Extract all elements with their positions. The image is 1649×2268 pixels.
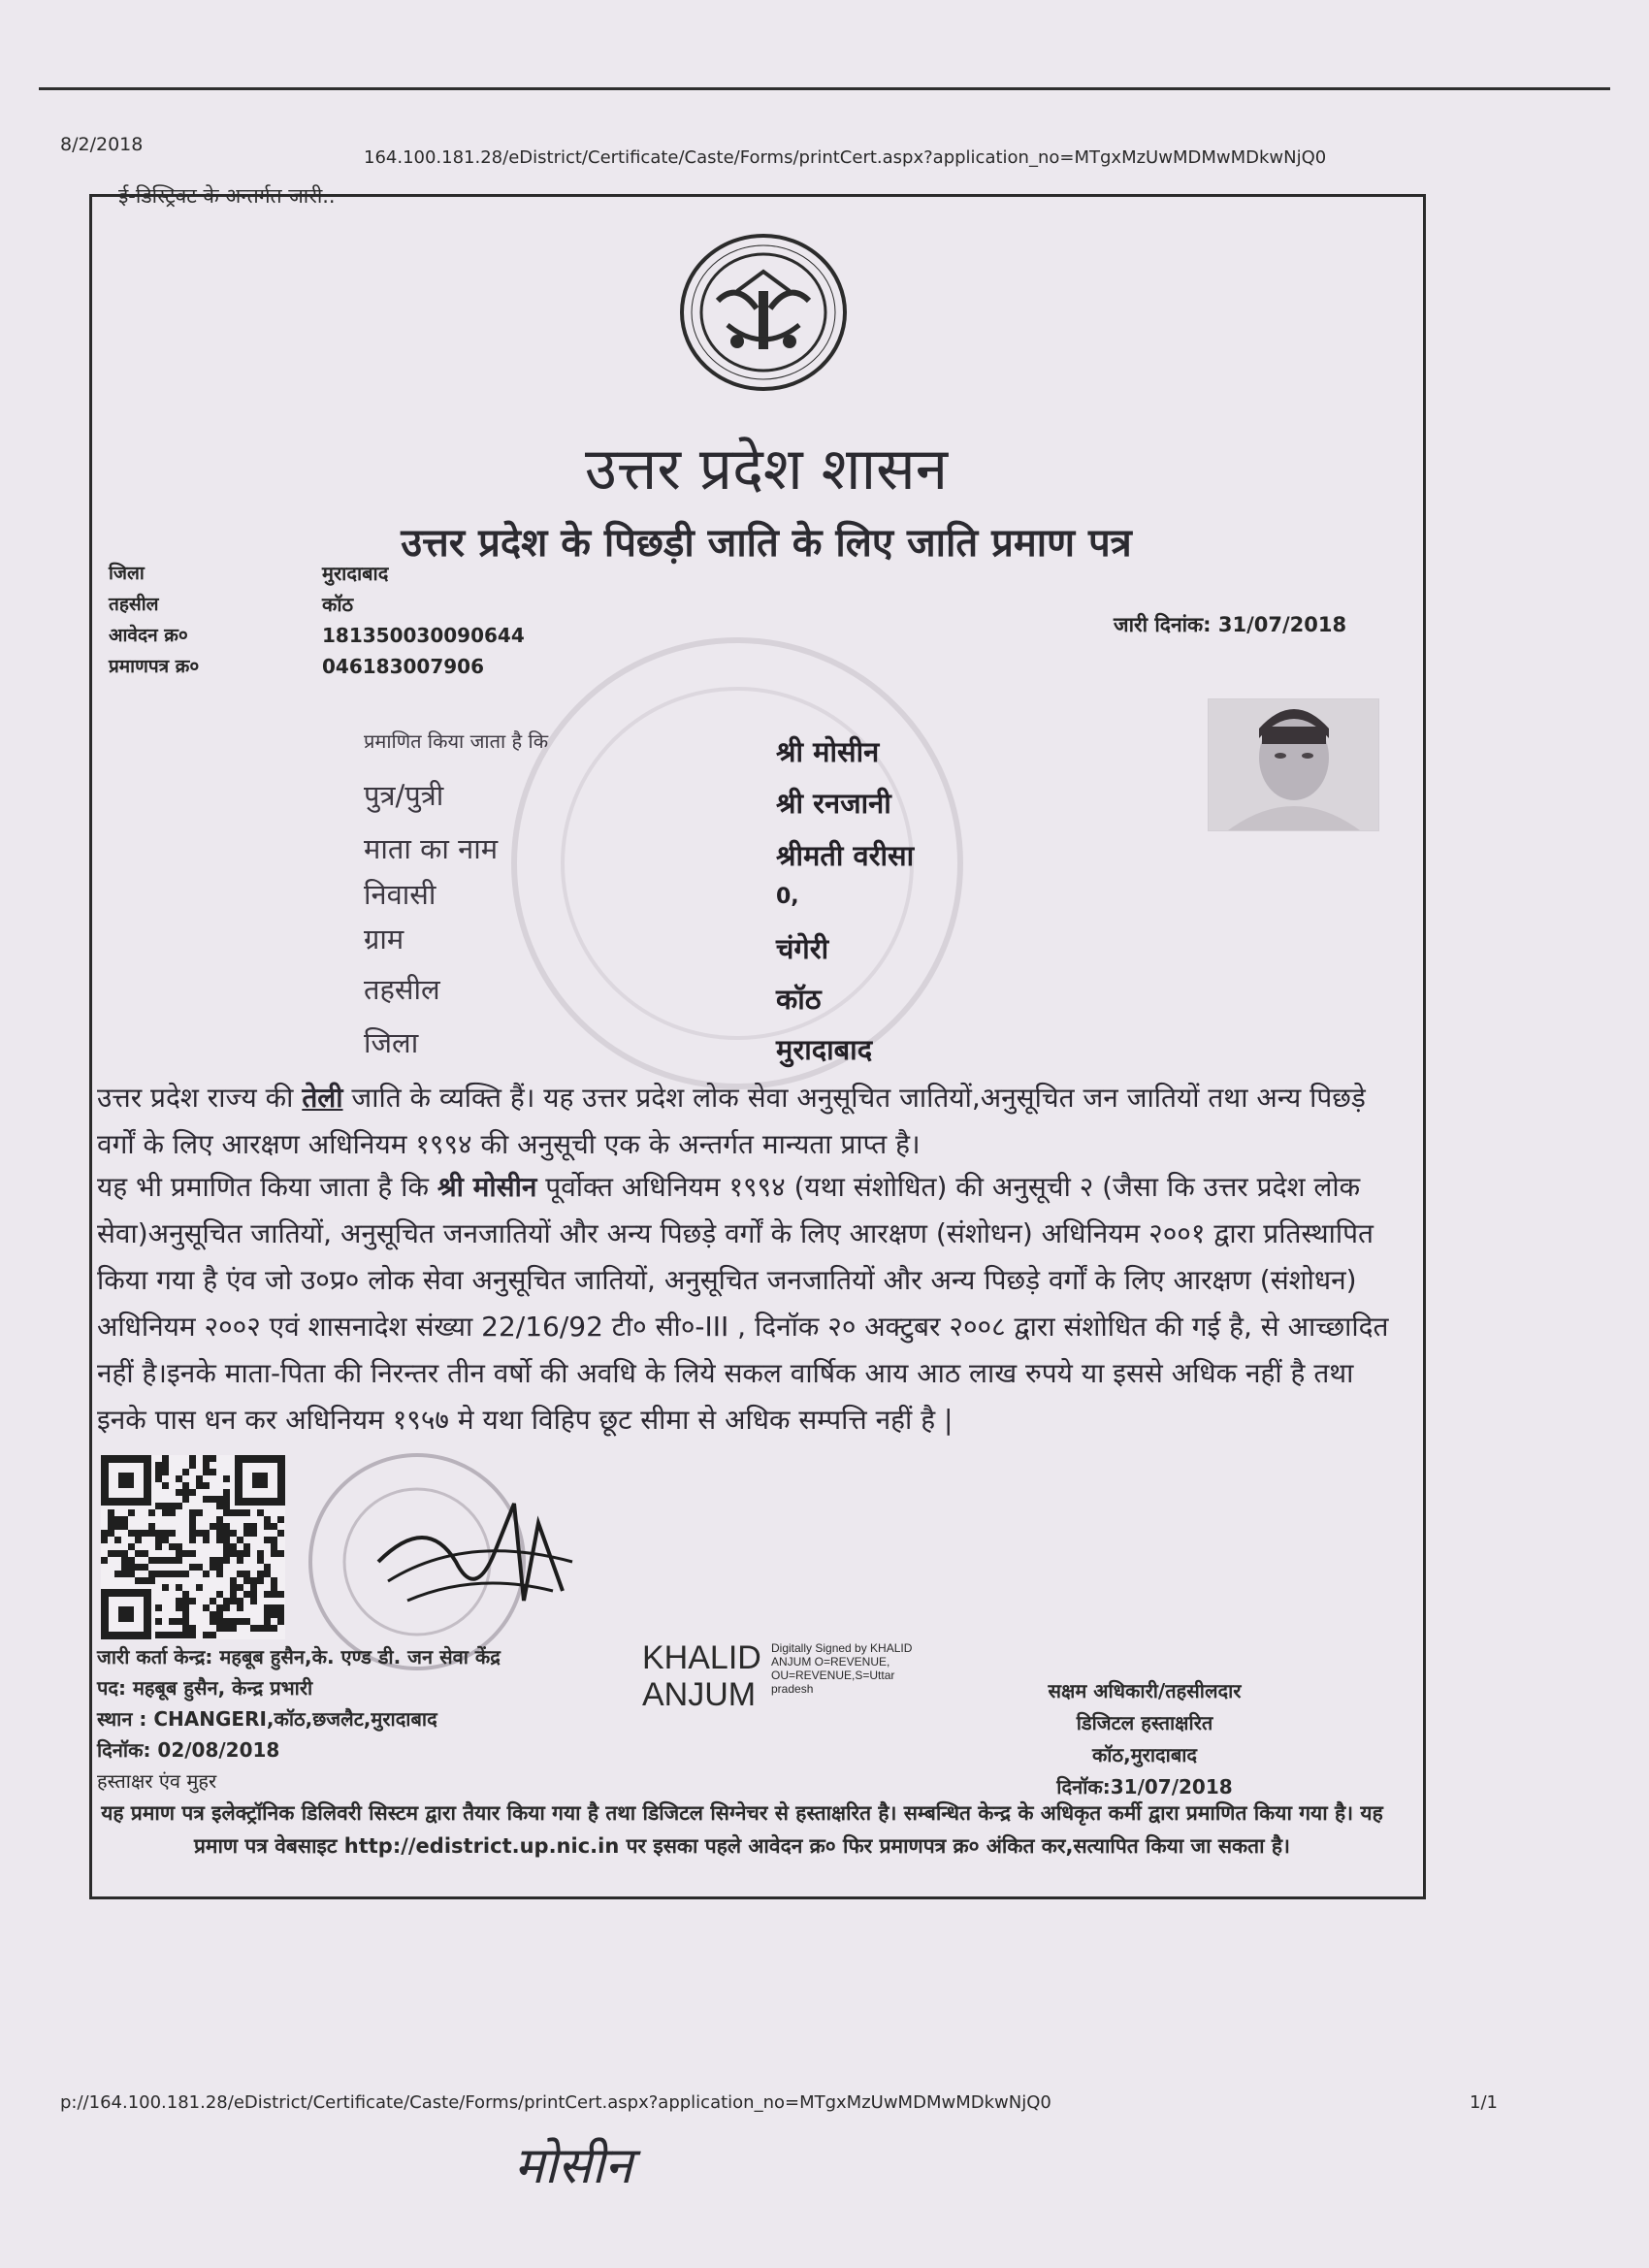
- sig-note-line: ANJUM O=REVENUE,: [771, 1655, 890, 1669]
- meta-label: तहसील: [109, 594, 159, 615]
- issuer-block: [97, 1641, 640, 1797]
- row-label: पुत्र/पुत्री: [364, 779, 444, 812]
- row-value: चंगेरी: [776, 932, 829, 965]
- para2-post: पूर्वोक्त अधिनियम १९९४ (यथा संशोधित) की अनुसूची २ (जैसा कि उत्तर प्रदेश लोक सेवा)अनुसूचित जातियों, अनुसूचित जनजातियों और अन्य पिछड़े वर्गों के लिए आरक्षण (संशोधन) अधिनियम २००१ द्वारा प्रतिस्थापित किया गया है एंव जो उ०प्र० लोक सेवा अनुसूचित जातियों, अनुसूचित जनजातियों और अन्य पिछड़े वर्गों के लिए आरक्षण (संशोधन) अधिनियम २००२ एवं शासनादेश संख्या 22/16/92 टी० सी०-III , दिनॉक २० अक्टुबर २००८ द्वारा संशोधित की गई है, से आच्छादित नहीं है।इनके माता-पिता की निरन्तर तीन वर्षो की अवधि के लिये सकल वार्षिक आय आठ लाख रुपये या इससे अधिक नहीं है तथा इनके पास धन कर अधिनियम १९५७ मे यथा विहिप छूट सीमा से अधिक सम्पत्ति नहीं है |: [97, 1171, 1389, 1436]
- officer-signed: डिजिटल हस्ताक्षरित: [1076, 1711, 1213, 1734]
- row-label: निवासी: [364, 878, 436, 911]
- row-value: श्रीमती वरीसा: [776, 839, 915, 872]
- issuer-center: जारी कर्ता केन्द्र: महबूब हुसैन,के. एण्ड डी. जन सेवा केंद्र: [97, 1645, 501, 1669]
- meta-value: 046183007906: [322, 655, 484, 678]
- qr-code: [101, 1455, 285, 1639]
- income-paragraph: [97, 1164, 1392, 1443]
- signer-name-line2: ANJUM: [642, 1676, 757, 1713]
- top-rule: [39, 87, 1610, 90]
- sig-note-line: pradesh: [771, 1682, 814, 1696]
- up-government-emblem: [679, 233, 849, 393]
- handwritten-signature: [369, 1494, 582, 1630]
- meta-label: आवेदन क्र०: [109, 625, 188, 646]
- officer-date: दिनॉक:31/07/2018: [1056, 1775, 1233, 1798]
- officer-place: कॉठ,मुरादाबाद: [1091, 1743, 1198, 1766]
- meta-label: प्रमाणपत्र क्र०: [109, 656, 200, 677]
- officer-block: [999, 1675, 1290, 1803]
- row-value: श्री मोसीन: [776, 735, 880, 768]
- para2-pre: यह भी प्रमाणित किया जाता है कि: [97, 1171, 437, 1203]
- sig-note-line: Digitally Signed by KHALID: [771, 1641, 913, 1655]
- applicant-photo: [1208, 698, 1379, 831]
- certificate-subtitle: उत्तर प्रदेश के पिछड़ी जाति के लिए जाति प्रमाण पत्र: [401, 521, 1132, 566]
- row-value: 0,: [776, 885, 799, 909]
- print-footer-url: p://164.100.181.28/eDistrict/Certificate/Caste/Forms/printCert.aspx?application_no=MTgxMzUwMDMwMDkwNjQ0: [60, 2092, 1051, 2113]
- row-value: श्री रनजानी: [776, 787, 891, 820]
- meta-value: मुरादाबाद: [322, 562, 389, 585]
- meta-label: जिला: [109, 563, 145, 584]
- digital-signature-note: [771, 1641, 912, 1696]
- row-label: प्रमाणित किया जाता है कि: [364, 729, 549, 753]
- officer-title: सक्षम अधिकारी/तहसीलदार: [1048, 1679, 1242, 1702]
- para1-post: जाति के व्यक्ति हैं। यह उत्तर प्रदेश लोक सेवा अनुसूचित जातियों,अनुसूचित जन जातियों तथा अन्य पिछड़े वर्गों के लिए आरक्षण अधिनियम १९९४ की अनुसूची एक के अन्तर्गत मान्यता प्राप्त है।: [97, 1082, 1366, 1160]
- meta-value: कॉठ: [322, 593, 354, 616]
- sig-note-line: OU=REVENUE,S=Uttar: [771, 1669, 895, 1682]
- issue-date: जारी दिनांक: 31/07/2018: [1114, 613, 1347, 636]
- issuer-sign-label: हस्ताक्षर एंव मुहर: [97, 1769, 217, 1793]
- signer-name-line1: KHALID: [642, 1639, 761, 1676]
- handwritten-name: मोसीन: [514, 2137, 633, 2195]
- row-label: माता का नाम: [364, 832, 499, 865]
- para1-pre: उत्तर प्रदेश राज्य की: [97, 1082, 303, 1114]
- meta-value: 181350030090644: [322, 624, 525, 647]
- caste-name: तेली: [302, 1082, 343, 1114]
- print-date: 8/2/2018: [60, 134, 144, 155]
- row-label: ग्राम: [364, 923, 404, 956]
- caste-paragraph: [97, 1075, 1392, 1168]
- issuer-place: स्थान : CHANGERI,कॉठ,छजलैट,मुरादाबाद: [97, 1707, 437, 1731]
- verification-note: यह प्रमाण पत्र इलेक्ट्रॉनिक डिलिवरी सिस्टम द्वारा तैयार किया गया है तथा डिजिटल सिग्नेचर से हस्ताक्षरित है। सम्बन्धित केन्द्र के अधिकृत कर्मी द्वारा प्रमाणित किया गया है। यह प्रमाण पत्र वेबसाइट http://edistrict.up.nic.in पर इसका पहले आवेदन क्र० फिर प्रमाणपत्र क्र० अंकित कर,सत्यापित किया जा सकता है।: [101, 1801, 1383, 1858]
- issuer-date: दिनॉक: 02/08/2018: [97, 1738, 280, 1762]
- row-value: मुरादाबाद: [776, 1033, 873, 1066]
- meta-labels: [109, 558, 199, 682]
- page-number: 1/1: [1470, 2092, 1498, 2113]
- certificate-title: उत्तर प्रदेश शासन: [584, 436, 949, 503]
- row-label: तहसील: [364, 973, 440, 1006]
- print-url: 164.100.181.28/eDistrict/Certificate/Caste/Forms/printCert.aspx?application_no=MTgxMzUwMDMwMDkwNjQ0: [364, 147, 1327, 168]
- row-value: कॉठ: [776, 983, 822, 1016]
- issued-under: ई-डिस्ट्रिक्ट के अन्तर्गत जारी..: [118, 184, 336, 208]
- issuer-post: पद: महबूब हुसैन, केन्द्र प्रभारी: [97, 1676, 313, 1700]
- digital-signer-name: [642, 1639, 761, 1713]
- applicant-name-inline: श्री मोसीन: [436, 1171, 537, 1203]
- row-label: जिला: [364, 1026, 419, 1059]
